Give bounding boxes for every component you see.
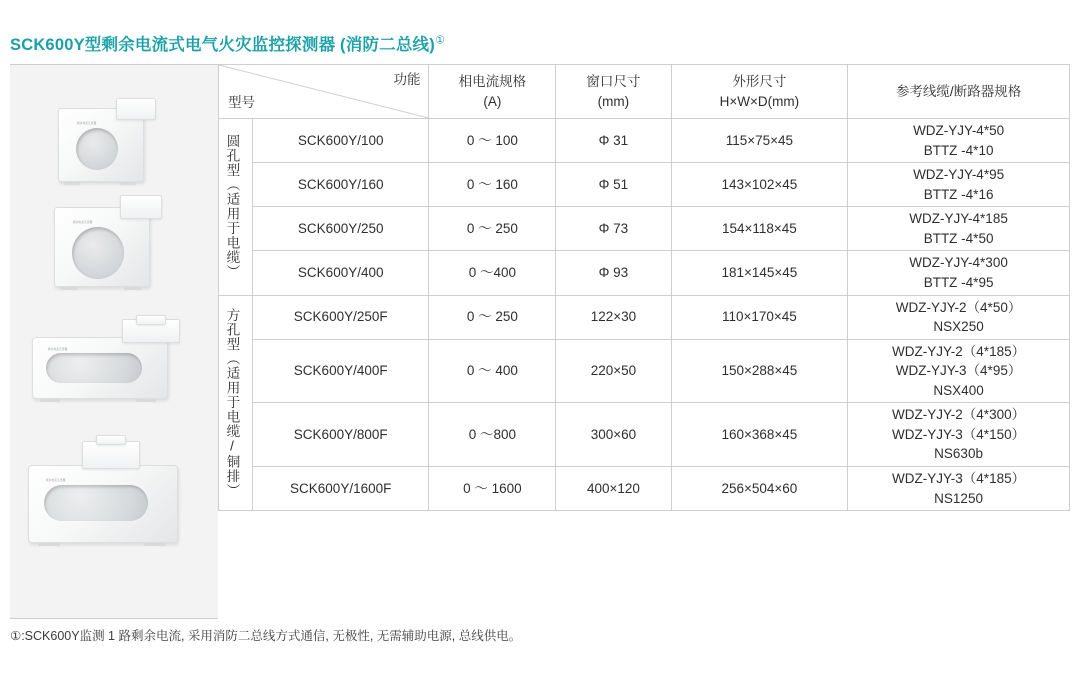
table-row xyxy=(219,163,1070,207)
product-image-round-hole-ct-small xyxy=(58,98,170,186)
cell-dimensions: 256×504×60 xyxy=(671,467,848,511)
cell-model: SCK600Y/800F xyxy=(252,403,429,467)
cable-line: NSX250 xyxy=(933,319,984,335)
cell-cable xyxy=(848,251,1070,295)
header-line2: H×W×D(mm) xyxy=(719,93,800,109)
cell-window: Φ 31 xyxy=(556,119,671,163)
cell-model: SCK600Y/250 xyxy=(252,207,429,251)
specification-table xyxy=(218,64,1070,511)
cell-cable xyxy=(848,295,1070,339)
cell-cable xyxy=(848,163,1070,207)
header-reference-cable xyxy=(848,65,1070,119)
cell-window: 122×30 xyxy=(556,295,671,339)
cable-line: BTTZ -4*10 xyxy=(923,142,994,158)
cell-cable xyxy=(848,119,1070,163)
group-label-square-hole xyxy=(219,295,253,511)
cell-model: SCK600Y/100 xyxy=(252,119,429,163)
cell-cable xyxy=(848,207,1070,251)
page-title-text: SCK600Y型剩余电流式电气火灾监控探测器 (消防二总线) xyxy=(10,36,435,54)
product-image-square-hole-ct-small xyxy=(32,315,200,410)
cell-window: 400×120 xyxy=(556,467,671,511)
cell-window: Φ 93 xyxy=(556,251,671,295)
header-line1: 窗口尺寸 xyxy=(586,73,641,89)
cell-current: 0 ～400 xyxy=(429,251,556,295)
cell-cable xyxy=(848,339,1070,403)
cell-dimensions: 115×75×45 xyxy=(671,119,848,163)
header-model-label: 型号 xyxy=(228,95,255,111)
product-image-round-hole-ct-large xyxy=(54,195,174,290)
cable-line: WDZ-YJY-2（4*300） xyxy=(892,407,1026,423)
group-label-text: 圆孔型（适用于电缆） xyxy=(224,134,240,280)
header-line2: (mm) xyxy=(597,93,630,109)
footnote: ①:SCK600Y监测 1 路剩余电流, 采用消防二总线方式通信, 无极性, 无需辅助电源, 总线供电。 xyxy=(10,629,522,643)
cell-cable xyxy=(848,467,1070,511)
cell-current: 0 ～ 400 xyxy=(429,339,556,403)
product-micro-label: 剩余电流互感器 xyxy=(48,348,68,351)
cell-current: 0 ～ 100 xyxy=(429,119,556,163)
table-row xyxy=(219,295,1070,339)
product-image-square-hole-ct-large xyxy=(28,435,206,555)
header-function-label: 功能 xyxy=(393,72,421,87)
cable-line: WDZ-YJY-3（4*95） xyxy=(895,363,1022,379)
cell-dimensions: 110×170×45 xyxy=(671,295,848,339)
product-micro-label: 剩余电流互感器 xyxy=(46,479,66,482)
cable-line: BTTZ -4*16 xyxy=(923,186,994,202)
cell-window: Φ 73 xyxy=(556,207,671,251)
product-micro-label: 剩余电流互感器 xyxy=(73,221,93,224)
table-row xyxy=(219,207,1070,251)
cell-cable xyxy=(848,403,1070,467)
group-label-round-hole xyxy=(219,119,253,296)
table-header-row xyxy=(219,65,1070,119)
cell-current: 0 ～ 250 xyxy=(429,295,556,339)
header-line2: (A) xyxy=(483,93,502,109)
cell-model: SCK600Y/1600F xyxy=(252,467,429,511)
header-line1: 参考线缆/断路器规格 xyxy=(895,83,1022,99)
cell-dimensions: 150×288×45 xyxy=(671,339,848,403)
table-row xyxy=(219,403,1070,467)
cell-model: SCK600Y/250F xyxy=(252,295,429,339)
cell-dimensions: 154×118×45 xyxy=(671,207,848,251)
cable-line: WDZ-YJY-2（4*185） xyxy=(892,343,1026,359)
cable-line: WDZ-YJY-4*185 xyxy=(909,211,1008,227)
cell-dimensions: 181×145×45 xyxy=(671,251,848,295)
cell-window: Φ 51 xyxy=(556,163,671,207)
table-row xyxy=(219,251,1070,295)
header-window-size xyxy=(556,65,671,119)
cell-model: SCK600Y/400F xyxy=(252,339,429,403)
cable-line: WDZ-YJY-2（4*50） xyxy=(895,299,1022,315)
header-current-rating xyxy=(429,65,556,119)
cell-model: SCK600Y/160 xyxy=(252,163,429,207)
table-row xyxy=(219,467,1070,511)
cable-line: NS630b xyxy=(934,446,983,462)
cable-line: WDZ-YJY-3（4*150） xyxy=(892,426,1026,442)
cable-line: BTTZ -4*95 xyxy=(923,274,994,290)
cable-line: WDZ-YJY-4*95 xyxy=(913,167,1005,183)
cable-line: WDZ-YJY-4*300 xyxy=(909,255,1008,271)
header-outline-size xyxy=(671,65,848,119)
cell-dimensions: 143×102×45 xyxy=(671,163,848,207)
header-line1: 相电流规格 xyxy=(458,73,527,89)
table-row xyxy=(219,119,1070,163)
cell-current: 0 ～ 160 xyxy=(429,163,556,207)
cell-window: 220×50 xyxy=(556,339,671,403)
cell-window: 300×60 xyxy=(556,403,671,467)
page-title xyxy=(10,31,445,55)
cell-model: SCK600Y/400 xyxy=(252,251,429,295)
cell-current: 0 ～ 250 xyxy=(429,207,556,251)
product-image-column xyxy=(10,64,218,619)
cable-line: WDZ-YJY-3（4*185） xyxy=(892,471,1026,486)
cable-line: NSX400 xyxy=(933,382,984,398)
group-label-text: 方孔型（适用于电缆/铜排） xyxy=(224,307,240,498)
cell-current: 0 ～ 1600 xyxy=(429,467,556,511)
page-title-superscript: ① xyxy=(434,34,446,47)
product-micro-label: 剩余电流互感器 xyxy=(77,122,97,125)
table-row xyxy=(219,339,1070,403)
header-diagonal-cell xyxy=(219,65,429,119)
cable-line: NS1250 xyxy=(934,490,983,506)
cell-current: 0 ～800 xyxy=(429,403,556,467)
cable-line: BTTZ -4*50 xyxy=(923,230,994,246)
cell-dimensions: 160×368×45 xyxy=(671,403,848,467)
header-line1: 外形尺寸 xyxy=(732,73,787,89)
cable-line: WDZ-YJY-4*50 xyxy=(913,123,1005,138)
